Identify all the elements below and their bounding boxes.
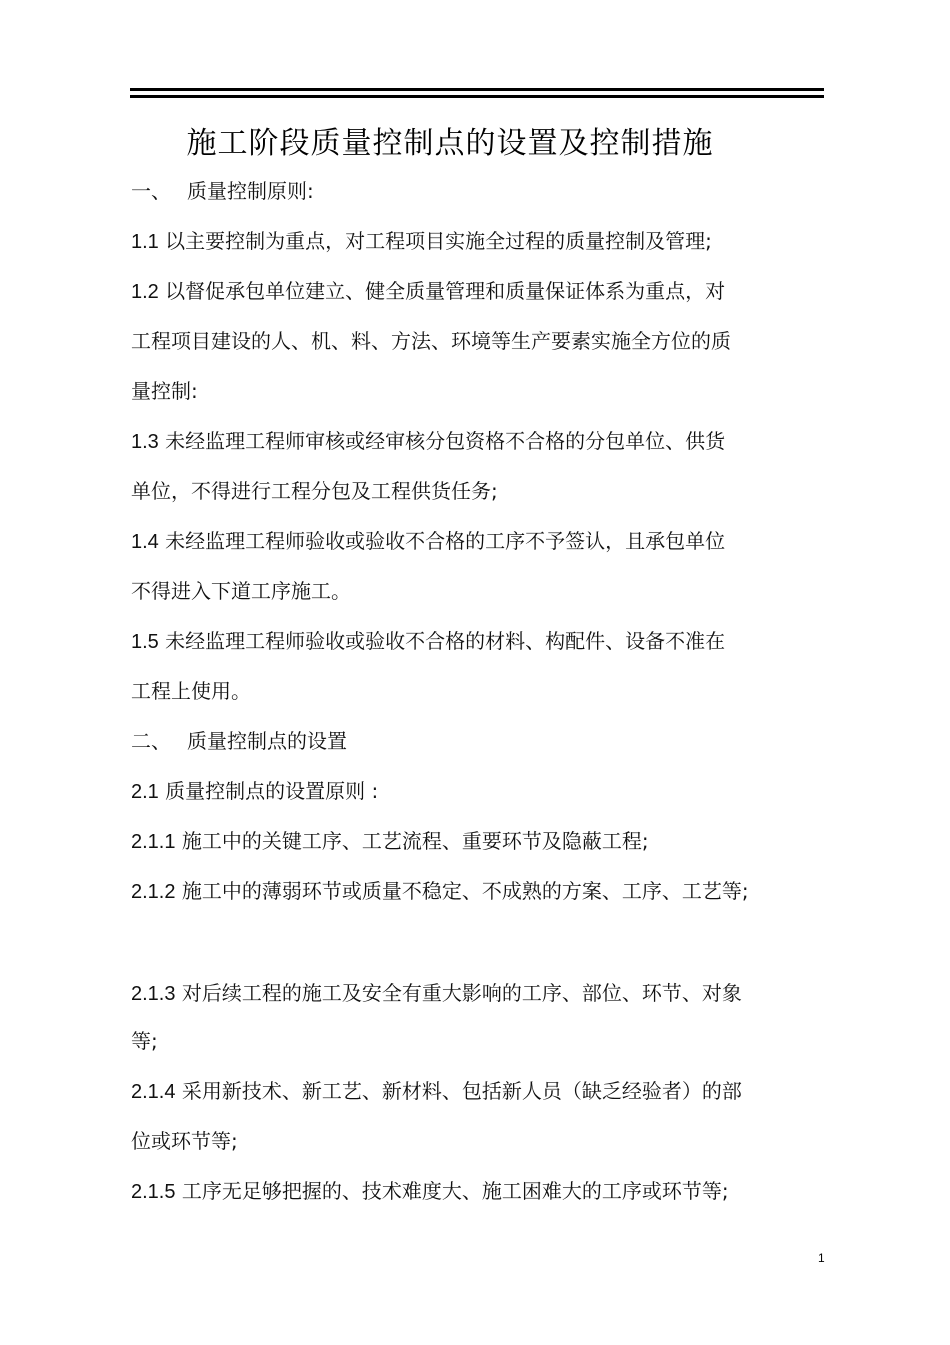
clause-number: 1.2: [131, 281, 159, 303]
clause-text: 质量控制点的设置原则 :: [165, 779, 379, 803]
clause-text: 以督促承包单位建立、健全质量管理和质量保证体系为重点，对: [165, 279, 726, 303]
document-title: 施工阶段质量控制点的设置及控制措施: [186, 126, 714, 161]
clause-number: 2.1.1: [131, 831, 176, 853]
paragraph-line: [131, 828, 649, 855]
paragraph-line: [131, 378, 198, 404]
clause-number: 1.1: [131, 231, 159, 253]
paragraph-line: [131, 628, 725, 655]
paragraph-line: [131, 428, 725, 455]
paragraph-line: [131, 278, 725, 305]
paragraph-line: [131, 1028, 158, 1054]
header-rule-bottom: [130, 95, 824, 98]
clause-number: 2.1: [131, 781, 159, 803]
section-text: 质量控制点的设置: [187, 729, 347, 753]
header-rule-top: [130, 88, 824, 91]
section-number: 一、: [131, 179, 171, 203]
clause-text: 施工中的薄弱环节或质量不稳定、不成熟的方案、工序、工艺等;: [181, 879, 749, 903]
paragraph-line: [131, 1178, 729, 1205]
clause-number: 1.5: [131, 631, 159, 653]
paragraph-line: [131, 478, 498, 504]
clause-text: 未经监理工程师验收或验收不合格的材料、构配件、设备不准在: [165, 629, 726, 653]
clause-number: 2.1.2: [131, 881, 176, 903]
clause-text: 工程上使用。: [131, 679, 251, 703]
section-text: 质量控制原则:: [187, 179, 314, 203]
clause-text: 位或环节等;: [131, 1129, 238, 1153]
clause-text: 单位，不得进行工程分包及工程供货任务;: [131, 479, 498, 503]
clause-text: 工序无足够把握的、技术难度大、施工困难大的工序或环节等;: [181, 1179, 729, 1203]
paragraph-line: [131, 980, 742, 1007]
section-heading: [131, 728, 347, 754]
paragraph-line: [131, 578, 351, 604]
page-number: 1: [818, 1251, 825, 1265]
clause-text: 量控制:: [131, 379, 198, 403]
paragraph-line: [131, 778, 378, 805]
paragraph-line: [131, 228, 712, 255]
clause-number: 1.3: [131, 431, 159, 453]
clause-number: 2.1.5: [131, 1181, 176, 1203]
clause-number: 2.1.4: [131, 1081, 176, 1103]
paragraph-line: [131, 1078, 742, 1105]
clause-text: 对后续工程的施工及安全有重大影响的工序、部位、环节、对象: [181, 981, 742, 1005]
clause-number: 1.4: [131, 531, 159, 553]
paragraph-line: [131, 528, 725, 555]
clause-number: 2.1.3: [131, 983, 176, 1005]
clause-text: 未经监理工程师验收或验收不合格的工序不予签认，且承包单位: [165, 529, 726, 553]
paragraph-line: [131, 878, 749, 905]
clause-text: 不得进入下道工序施工。: [131, 579, 351, 603]
clause-text: 未经监理工程师审核或经审核分包资格不合格的分包单位、供货: [165, 429, 726, 453]
paragraph-line: [131, 1128, 238, 1154]
clause-text: 等;: [131, 1029, 158, 1053]
paragraph-line: [131, 328, 731, 354]
section-number: 二、: [131, 729, 171, 753]
paragraph-line: [131, 678, 251, 704]
clause-text: 采用新技术、新工艺、新材料、包括新人员（缺乏经验者）的部: [181, 1079, 742, 1103]
clause-text: 工程项目建设的人、机、料、方法、环境等生产要素实施全方位的质: [131, 329, 731, 353]
clause-text: 以主要控制为重点，对工程项目实施全过程的质量控制及管理;: [165, 229, 712, 253]
section-heading: [131, 178, 314, 204]
clause-text: 施工中的关键工序、工艺流程、重要环节及隐蔽工程;: [181, 829, 649, 853]
